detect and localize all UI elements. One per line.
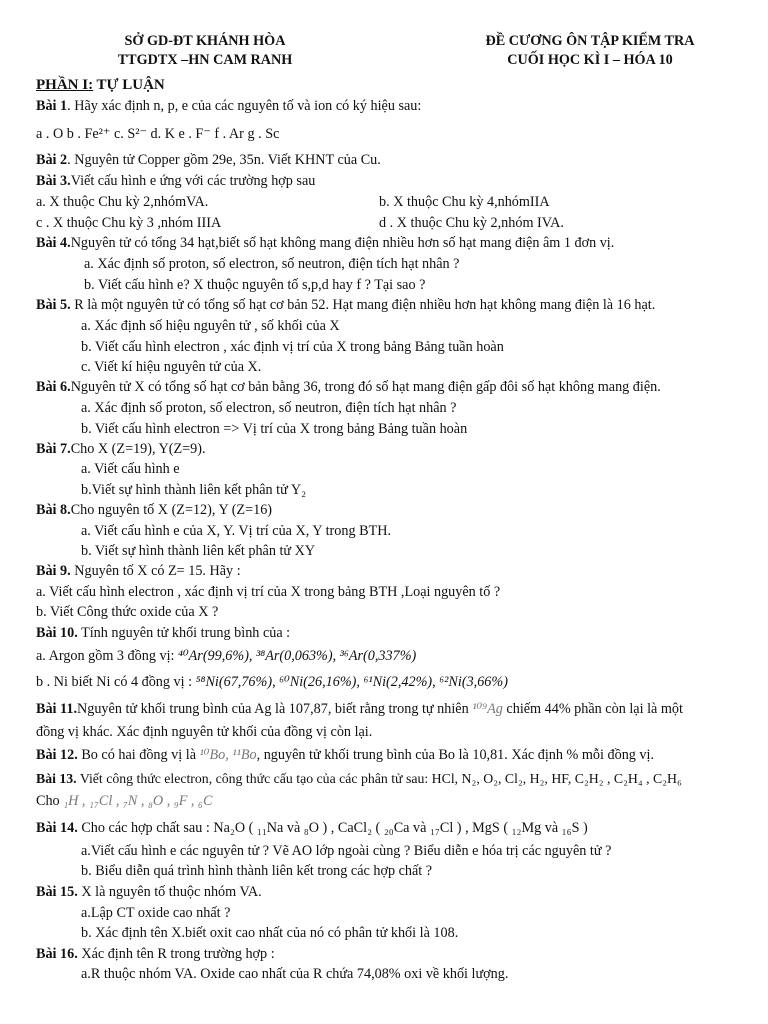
exercise-7-a: a. Viết cấu hình e	[81, 461, 180, 477]
exercise-2-text: . Nguyên tử Copper gồm 29e, 35n. Viết KHNT của Cu.	[67, 152, 381, 168]
exercise-8	[36, 501, 272, 519]
exercise-6-label: Bài 6.	[36, 379, 71, 395]
exercise-1-items: a . O b . Fe²⁺ c. S²⁻ d. K e . F⁻ f . Ar g . Sc	[36, 126, 280, 142]
exercise-10-b-text: b . Ni biết Ni có 4 đồng vị :	[36, 674, 196, 690]
exercise-3-a: a. X thuộc Chu kỳ 2,nhómVA.	[36, 194, 209, 210]
exercise-10-a-text: a. Argon gồm 3 đồng vị:	[36, 648, 179, 664]
exercise-3-text: Viết cấu hình e ứng với các trường hợp sau	[70, 173, 316, 189]
exercise-15-a: a.Lập CT oxide cao nhất ?	[81, 905, 231, 921]
exercise-4-b: b. Viết cấu hình e? X thuộc nguyên tố s,p,d hay f ? Tại sao ?	[84, 277, 426, 293]
exercise-13-text: Viết công thức electron, công thức cấu tạo của các phân tử sau: HCl, N₂, O₂, Cl₂, H₂, HF, C₂H₂ , C₂H₄ , C₂H₆	[76, 771, 682, 786]
exercise-14-label: Bài 14.	[36, 820, 78, 836]
header-left-line1: SỞ GD-ĐT KHÁNH HÒA	[124, 33, 286, 49]
exercise-13-cho: Cho	[36, 793, 64, 809]
silver-isotope: ¹⁰⁹Ag	[472, 701, 503, 717]
exercise-7-text: Cho X (Z=19), Y(Z=9).	[70, 441, 206, 457]
exercise-5	[36, 296, 655, 314]
exercise-4-label: Bài 4.	[36, 235, 71, 251]
exercise-9-a: a. Viết cấu hình electron , xác định vị trí của X trong bảng BTH ,Loại nguyên tố ?	[36, 584, 501, 600]
exercise-5-a: a. Xác định số hiệu nguyên tử , số khối của X	[81, 318, 340, 334]
exercise-10-label: Bài 10.	[36, 625, 78, 641]
exercise-1-text: . Hãy xác định n, p, e của các nguyên tố và ion có ký hiệu sau:	[67, 98, 422, 114]
exercise-3	[36, 172, 315, 190]
exercise-6-a: a. Xác định số proton, số electron, số neutron, điện tích hạt nhân ?	[81, 400, 457, 416]
exercise-14-text: Cho các hợp chất sau : Na₂O ( ₁₁Na và ₈O ) , CaCl₂ ( ₂₀Ca và ₁₇Cl ) , MgS ( ₁₂Mg và ₁₆S )	[77, 820, 588, 836]
exercise-4	[36, 234, 614, 252]
exercise-10	[36, 624, 290, 642]
nickel-isotopes: ⁵⁸Ni(67,76%), ⁶⁰Ni(26,16%), ⁶¹Ni(2,42%), ⁶²Ni(3,66%)	[195, 674, 508, 690]
exercise-9	[36, 562, 241, 580]
exercise-2-label: Bài 2	[36, 152, 68, 168]
exercise-14-a: a.Viết cấu hình e các nguyên tử ? Vẽ AO lớp ngoài cùng ? Biểu diễn e hóa trị các nguyên tử ?	[81, 843, 612, 859]
exercise-14-b: b. Biểu diễn quá trình hình thành liên kết trong các hợp chất ?	[81, 863, 433, 879]
exercise-11-text2: chiếm 44% phần còn lại là một	[502, 701, 683, 717]
boron-isotopes: ¹⁰Bo, ¹¹Bo	[199, 747, 257, 763]
exercise-15-label: Bài 15.	[36, 884, 78, 900]
exercise-13	[36, 770, 682, 788]
exercise-11-label: Bài 11.	[36, 701, 77, 717]
exercise-15	[36, 883, 262, 901]
exercise-3-b: b. X thuộc Chu kỳ 4,nhómIIA	[379, 194, 550, 210]
header-left-line2: TTGDTX –HN CAM RANH	[117, 52, 293, 68]
part-title-label: PHẦN I:	[36, 77, 94, 93]
exercise-16-a: a.R thuộc nhóm VA. Oxide cao nhất của R chứa 74,08% oxi về khối lượng.	[81, 966, 509, 982]
exercise-16-label: Bài 16.	[36, 946, 78, 962]
exercise-1	[36, 97, 421, 115]
element-symbols: ₁H , ₁₇Cl , ₇N , ₈O , ₉F , ₆C	[63, 793, 213, 809]
exercise-4-text: Nguyên tử có tổng 34 hạt,biết số hạt không mang điện nhiều hơn số hạt mang điện âm 1 đơn vị.	[70, 235, 615, 251]
exercise-11	[36, 700, 683, 718]
exercise-10-text: Tính nguyên tử khối trung bình của :	[77, 625, 291, 641]
exercise-7	[36, 440, 206, 458]
exercise-3-d: d . X thuộc Chu kỳ 2,nhóm IVA.	[379, 215, 564, 231]
exercise-7-b: b.Viết sự hình thành liên kết phân tử Y₂	[81, 482, 307, 498]
exercise-12	[36, 746, 654, 764]
exercise-9-label: Bài 9.	[36, 563, 71, 579]
exercise-15-b: b. Xác định tên X.biết oxit cao nhất của nó có phân tử khối là 108.	[81, 925, 459, 941]
part-title	[36, 76, 165, 94]
exercise-5-b: b. Viết cấu hình electron , xác định vị trí của X trong bảng Bảng tuần hoàn	[81, 339, 504, 355]
exercise-16	[36, 945, 275, 963]
part-title-rest: TỰ LUẬN	[93, 77, 165, 93]
exercise-3-label: Bài 3.	[36, 173, 71, 189]
exercise-6-b: b. Viết cấu hình electron => Vị trí của X trong bảng Bảng tuần hoàn	[81, 421, 468, 437]
exercise-5-text: R là một nguyên tử có tổng số hạt cơ bản 52. Hạt mang điện nhiều hơn hạt không mang điện là 16 hạt.	[70, 297, 656, 313]
exercise-8-b: b. Viết sự hình thành liên kết phân tử XY	[81, 543, 316, 559]
exercise-10-a	[36, 647, 416, 665]
exercise-1-label: Bài 1	[36, 98, 68, 114]
exercise-13-label: Bài 13.	[36, 771, 77, 786]
exercise-4-a: a. Xác định số proton, số electron, số neutron, điện tích hạt nhân ?	[84, 256, 460, 272]
exercise-8-a: a. Viết cấu hình e của X, Y. Vị trí của X, Y trong BTH.	[81, 523, 392, 539]
exercise-2	[36, 151, 381, 169]
exercise-5-label: Bài 5.	[36, 297, 71, 313]
exercise-12-label: Bài 12.	[36, 747, 78, 763]
argon-isotopes: ⁴⁰Ar(99,6%), ³⁸Ar(0,063%), ³⁶Ar(0,337%)	[178, 648, 417, 664]
exercise-11-cont: đồng vị khác. Xác định nguyên tử khối của đồng vị còn lại.	[36, 724, 373, 740]
exercise-6	[36, 378, 661, 396]
exercise-11-text: Nguyên tử khối trung bình của Ag là 107,87, biết rằng trong tự nhiên	[77, 701, 473, 717]
exercise-16-text: Xác định tên R trong trường hợp :	[77, 946, 275, 962]
exercise-5-c: c. Viết kí hiệu nguyên tử của X.	[81, 359, 262, 375]
exercise-12-text: Bo có hai đồng vị là	[77, 747, 200, 763]
exercise-8-label: Bài 8.	[36, 502, 71, 518]
exercise-14	[36, 819, 588, 837]
exercise-10-b	[36, 673, 508, 691]
exercise-12-text2: , nguyên tử khối trung bình của Bo là 10,81. Xác định % mỗi đồng vị.	[256, 747, 655, 763]
exercise-9-text: Nguyên tố X có Z= 15. Hãy :	[70, 563, 241, 579]
header-right-line2: CUỐI HỌC KÌ I – HÓA 10	[507, 52, 673, 68]
exercise-6-text: Nguyên tử X có tổng số hạt cơ bản bằng 36, trong đó số hạt mang điện gấp đôi số hạt không mang điện.	[70, 379, 661, 395]
exercise-15-text: X là nguyên tố thuộc nhóm VA.	[77, 884, 262, 900]
exercise-8-text: Cho nguyên tố X (Z=12), Y (Z=16)	[70, 502, 273, 518]
header-right-line1: ĐỀ CƯƠNG ÔN TẬP KIẾM TRA	[485, 33, 695, 49]
exercise-9-b: b. Viết Công thức oxide của X ?	[36, 604, 219, 620]
exercise-3-c: c . X thuộc Chu kỳ 3 ,nhóm IIIA	[36, 215, 222, 231]
exercise-7-label: Bài 7.	[36, 441, 71, 457]
exam-header	[450, 32, 730, 70]
school-header	[80, 32, 330, 70]
exercise-13-elements	[36, 792, 212, 810]
